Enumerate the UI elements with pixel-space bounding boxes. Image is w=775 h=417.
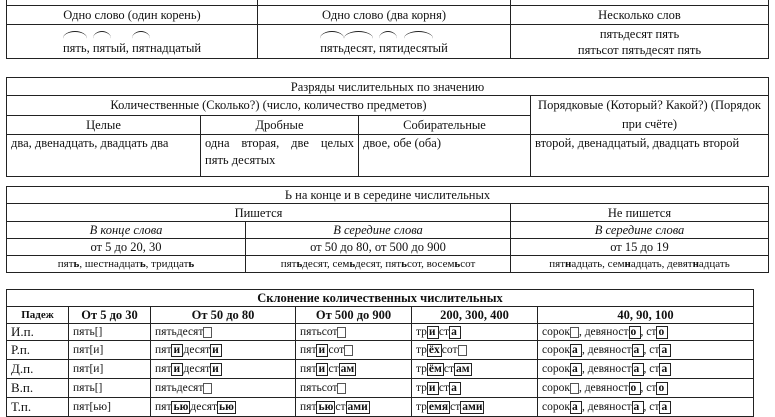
text-segment: , ст bbox=[643, 344, 660, 356]
text-segment: пят bbox=[549, 258, 566, 270]
declension-cell bbox=[538, 341, 754, 360]
header-several-words: Несколько слов bbox=[511, 6, 769, 25]
text-segment: , шестнадцат bbox=[79, 258, 140, 270]
text-segment: , девяност bbox=[578, 382, 629, 394]
text-segment: , девяност bbox=[581, 363, 632, 375]
highlight-letter: ь bbox=[401, 258, 407, 270]
fractional-header: Дробные bbox=[201, 115, 359, 135]
ending-box: и bbox=[316, 344, 328, 357]
text-segment: , ст bbox=[640, 326, 657, 338]
ending-box: а bbox=[659, 401, 671, 414]
ending-box: а bbox=[659, 363, 671, 376]
text-segment: , ст bbox=[643, 401, 660, 413]
declension-cell bbox=[151, 379, 296, 398]
ending-box: и bbox=[171, 344, 183, 357]
empty-ending-box bbox=[344, 345, 353, 356]
declension-cell bbox=[151, 398, 296, 417]
ending-box: и bbox=[427, 326, 439, 339]
ending-box: ёх bbox=[428, 343, 440, 356]
declension-cell: пят[и] bbox=[69, 341, 151, 360]
root-word: пять bbox=[320, 41, 344, 55]
text-segment: сот bbox=[441, 344, 458, 356]
declension-cell bbox=[296, 398, 412, 417]
text-segment: сорок bbox=[542, 326, 570, 338]
text-segment: адцать, девят bbox=[630, 258, 693, 270]
declension-cell bbox=[412, 341, 538, 360]
collective-examples: двое, обе (оба) bbox=[359, 135, 531, 177]
ending-box: ью bbox=[318, 400, 334, 413]
empty-ending-box bbox=[337, 383, 346, 394]
text-segment: пят bbox=[155, 344, 172, 356]
ending-box: и bbox=[316, 363, 328, 376]
highlight-letter: ь bbox=[188, 258, 195, 270]
header-one-root: Одно слово (один корень) bbox=[7, 6, 258, 25]
collective-header: Собирательные bbox=[359, 115, 531, 135]
text-segment: ст bbox=[438, 326, 450, 338]
ending-box: а bbox=[570, 401, 582, 414]
text-segment: десят bbox=[183, 363, 211, 375]
empty-ending-box bbox=[458, 345, 467, 356]
declension-cell bbox=[538, 360, 754, 379]
ending-box: о bbox=[629, 326, 641, 339]
ending-box: ам bbox=[340, 362, 355, 375]
ending-box: ью bbox=[173, 400, 189, 413]
root-word: пят bbox=[132, 41, 150, 55]
declension-cell bbox=[296, 341, 412, 360]
declension-table bbox=[6, 289, 754, 417]
range-cell: от 50 до 80, от 500 до 900 bbox=[246, 239, 511, 256]
root-word: десят bbox=[343, 41, 373, 55]
text-segment: адцать bbox=[698, 258, 730, 270]
text-segment: адцать, сем bbox=[571, 258, 625, 270]
ending-box: о bbox=[656, 382, 668, 395]
text-segment: тр bbox=[416, 326, 427, 338]
declension-cell bbox=[296, 324, 412, 341]
declension-cell bbox=[412, 324, 538, 341]
example-two-roots bbox=[258, 25, 511, 59]
text-segment: сот bbox=[460, 258, 476, 270]
text-segment: ст bbox=[438, 382, 450, 394]
text-segment: пят bbox=[300, 401, 317, 413]
empty-ending-box bbox=[570, 383, 579, 394]
text-segment: , тридцат bbox=[145, 258, 189, 270]
ending-box: и bbox=[427, 382, 439, 395]
text-segment: пятьсот bbox=[300, 326, 338, 338]
text-segment: десят, сем bbox=[302, 258, 350, 270]
roots-table bbox=[6, 0, 769, 59]
text-segment: , девяност bbox=[581, 401, 632, 413]
empty-ending-box bbox=[203, 327, 212, 338]
whole-header: Целые bbox=[7, 115, 201, 135]
column-header: 200, 300, 400 bbox=[412, 307, 538, 324]
text-segment: тр bbox=[416, 363, 427, 375]
text-segment: , девяност bbox=[578, 326, 629, 338]
table-row bbox=[7, 324, 754, 341]
not-written-header: Не пишется bbox=[511, 204, 769, 222]
declension-cell: пят[ью] bbox=[69, 398, 151, 417]
text-segment: и bbox=[396, 41, 404, 55]
text-segment: пят bbox=[280, 258, 297, 270]
table-row bbox=[7, 360, 754, 379]
declension-cell bbox=[151, 341, 296, 360]
text-segment: сот, восем bbox=[406, 258, 455, 270]
ending-box: емя bbox=[428, 400, 449, 413]
text-segment: сорок bbox=[542, 401, 570, 413]
text-segment: десят bbox=[190, 401, 218, 413]
quantitative-header: Количественные (Сколько?) (число, количество предметов) bbox=[7, 96, 531, 116]
example-cell bbox=[7, 256, 246, 273]
text-segment: ст bbox=[443, 363, 454, 375]
highlight-letter: ь bbox=[73, 258, 80, 270]
text-segment: пятьдесят bbox=[155, 326, 204, 338]
highlight-letter: ь bbox=[139, 258, 146, 270]
middle-header: В середине слова bbox=[246, 222, 511, 239]
ending-box: ами bbox=[347, 400, 368, 413]
ordinal-header: Порядковые (Который? Какой?) (Порядок при счёте) bbox=[531, 96, 769, 135]
table-row bbox=[7, 379, 754, 398]
declension-cell bbox=[296, 379, 412, 398]
range-cell: от 15 до 19 bbox=[511, 239, 769, 256]
text-segment: , bbox=[372, 41, 380, 55]
text-segment: десят bbox=[183, 344, 211, 356]
highlight-letter: н bbox=[624, 258, 631, 270]
declension-cell bbox=[296, 360, 412, 379]
case-label: Т.п. bbox=[7, 398, 69, 417]
end-header: В конце слова bbox=[7, 222, 246, 239]
ending-box: о bbox=[629, 382, 641, 395]
text-segment: тр bbox=[416, 382, 427, 394]
text-segment: тр bbox=[416, 344, 427, 356]
ending-box: а bbox=[449, 326, 461, 339]
ending-box: а bbox=[632, 363, 644, 376]
text-segment: пятьдесят bbox=[155, 382, 204, 394]
range-cell: от 5 до 20, 30 bbox=[7, 239, 246, 256]
text-segment: , bbox=[86, 41, 93, 55]
ending-box: а bbox=[570, 363, 582, 376]
text-segment: ст bbox=[328, 363, 339, 375]
declension-cell bbox=[538, 398, 754, 417]
declension-cell bbox=[151, 324, 296, 341]
ending-box: и bbox=[210, 344, 222, 357]
column-header: Падеж bbox=[7, 307, 69, 324]
text-segment: десят, пят bbox=[355, 258, 402, 270]
text-segment: ый bbox=[432, 41, 448, 55]
case-label: Р.п. bbox=[7, 341, 69, 360]
column-header: 40, 90, 100 bbox=[538, 307, 754, 324]
declension-cell bbox=[412, 398, 538, 417]
highlight-letter: н bbox=[565, 258, 572, 270]
case-label: В.п. bbox=[7, 379, 69, 398]
highlight-letter: ь bbox=[454, 258, 461, 270]
ending-box: и bbox=[210, 363, 222, 376]
declension-cell: пять[] bbox=[69, 324, 151, 341]
ending-box: а bbox=[632, 401, 644, 414]
column-header: От 500 до 900 bbox=[296, 307, 412, 324]
empty-ending-box bbox=[203, 383, 212, 394]
text-segment: пятьсот bbox=[300, 382, 338, 394]
example-line: пятьсот пятьдесят пять bbox=[577, 42, 702, 57]
declension-cell: пять[] bbox=[69, 379, 151, 398]
text-segment: ст bbox=[335, 401, 346, 413]
text-segment: ый, bbox=[110, 41, 133, 55]
ending-box: ами bbox=[462, 400, 483, 413]
column-header: От 50 до 80 bbox=[151, 307, 296, 324]
example-several-words bbox=[511, 25, 769, 59]
ending-box: а bbox=[659, 344, 671, 357]
text-segment: пят bbox=[300, 363, 317, 375]
whole-examples: два, двенадцать, двадцать два bbox=[7, 135, 201, 177]
ending-box: а bbox=[570, 344, 582, 357]
text-segment: пят bbox=[300, 344, 317, 356]
soft-sign-table bbox=[6, 186, 769, 273]
declension-cell bbox=[412, 360, 538, 379]
ending-box: ам bbox=[456, 362, 470, 375]
text-segment: , ст bbox=[640, 382, 657, 394]
example-cell bbox=[246, 256, 511, 273]
table-title: Ь на конце и в середине числительных bbox=[7, 187, 769, 204]
ending-box: и bbox=[171, 363, 183, 376]
root-word: пят bbox=[379, 41, 397, 55]
table-title: Склонение количественных числительных bbox=[7, 290, 754, 307]
text-segment: пят bbox=[57, 258, 74, 270]
highlight-letter: ь bbox=[349, 258, 356, 270]
root-word: десят bbox=[403, 41, 433, 55]
declension-cell: пят[и] bbox=[69, 360, 151, 379]
text-segment: , девяност bbox=[581, 344, 632, 356]
ordinal-examples: второй, двенадцатый, двадцать второй bbox=[531, 135, 769, 177]
ending-box: ём bbox=[428, 362, 442, 375]
root-word: пят bbox=[92, 41, 111, 55]
table-row bbox=[7, 398, 754, 417]
declension-cell bbox=[538, 324, 754, 341]
empty-ending-box bbox=[337, 327, 346, 338]
highlight-letter: ь bbox=[296, 258, 303, 270]
case-label: Д.п. bbox=[7, 360, 69, 379]
fractional-examples: одна вторая, две целых пять десятых bbox=[201, 135, 359, 177]
declension-cell bbox=[151, 360, 296, 379]
example-cell bbox=[511, 256, 769, 273]
ending-box: о bbox=[656, 326, 668, 339]
text-segment: сот bbox=[328, 344, 345, 356]
table-row bbox=[7, 341, 754, 360]
header-row bbox=[7, 307, 754, 324]
text-segment: ст bbox=[450, 401, 461, 413]
declension-cell bbox=[412, 379, 538, 398]
ending-box: ью bbox=[219, 400, 234, 413]
ending-box: а bbox=[449, 382, 461, 395]
text-segment: пят bbox=[155, 401, 172, 413]
categories-table bbox=[6, 77, 769, 177]
written-header: Пишется bbox=[7, 204, 511, 222]
root-word: пять bbox=[62, 41, 87, 55]
text-segment: , ст bbox=[643, 363, 660, 375]
text-segment: надцатый bbox=[149, 41, 202, 55]
example-one-root bbox=[7, 25, 258, 59]
declension-cell bbox=[538, 379, 754, 398]
empty-ending-box bbox=[570, 327, 579, 338]
text-segment: сорок bbox=[542, 382, 570, 394]
text-segment: тр bbox=[416, 401, 427, 413]
header-two-roots: Одно слово (два корня) bbox=[258, 6, 511, 25]
column-header: От 5 до 30 bbox=[69, 307, 151, 324]
text-segment: сорок bbox=[542, 344, 570, 356]
ending-box: а bbox=[632, 344, 644, 357]
example-line: пятьдесят пять bbox=[599, 26, 680, 41]
table-title: Разряды числительных по значению bbox=[7, 78, 769, 96]
highlight-letter: н bbox=[692, 258, 699, 270]
case-label: И.п. bbox=[7, 324, 69, 341]
middle-header-no: В середине слова bbox=[511, 222, 769, 239]
text-segment: сорок bbox=[542, 363, 570, 375]
text-segment: пят bbox=[155, 363, 172, 375]
